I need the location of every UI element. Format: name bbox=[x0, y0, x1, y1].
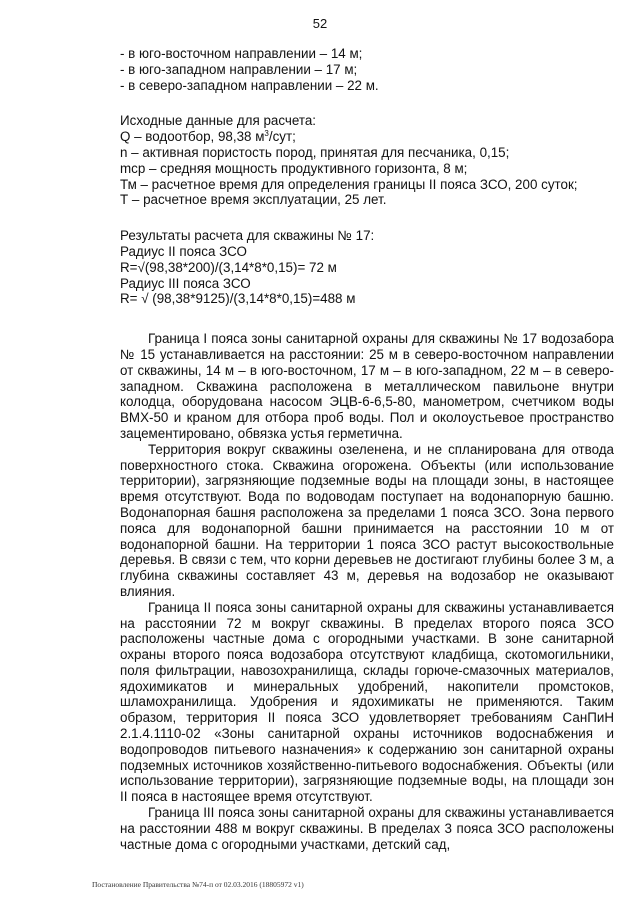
input-line: Т – расчетное время эксплуатации, 25 лет. bbox=[120, 192, 387, 208]
input-line: Тм – расчетное время для определения границы II пояса ЗСО, 200 суток; bbox=[120, 176, 578, 192]
results-line: Радиус II пояса ЗСО bbox=[120, 243, 247, 259]
results-heading: Результаты расчета для скважины № 17: bbox=[120, 228, 375, 244]
paragraph-zone-2: Граница II пояса зоны санитарной охраны для скважины устанавливается на расстоянии 72 м вокруг скважины. В пределах второго пояса ЗСО расположены частные дома с огородными участками. В зоне санитарной охраны второго пояса водозабора отсутствуют кладбища, скотомогильники, поля фильтрации, навозохранилища, склады горюче-смазочных материалов, ядохимикатов и минеральных удобрений, накопители промстоков, шламохранилища. Удобрения и ядохимикаты не применяются. Таким образом, территория II пояса ЗСО удовлетворяет требованиям СанПиН 2.1.4.1110-02 «Зоны санитарной охраны источников водоснабжения и водопроводов питьевого назначения» к содержанию зон санитарной охраны подземных источников хозяйственно-питьевого водоснабжения. Объекты (или использование территории), загрязняющие подземные воды, на площади зон II пояса в настоящее время отсутствуют. bbox=[120, 599, 614, 805]
results-formula: R= √ (98,38*9125)/(3,14*8*0,15)=488 м bbox=[120, 291, 356, 307]
paragraph-territory: Территория вокруг скважины озеленена, и не спланирована для отвода поверхностного стока. Скважина огорожена. Объекты (или использование территории), загрязняющие подземные воды на площади зоны, в настоящее время отсутствуют. Вода по водоводам поступает на водонапорную башню. Водонапорная башня расположена за пределами 1 пояса ЗСО. Зона первого пояса для водонапорной башни принимается на расстоянии 10 м от водонапорной башни. На территории 1 пояса ЗСО растут высокоствольные деревья. В связи с тем, что корни деревьев не достигают глубины более 3 м, а глубина скважины составляет 43 м, деревья на водозабор не оказывают влияния. bbox=[120, 441, 614, 599]
page-number: 52 bbox=[312, 16, 328, 31]
direction-item: - в юго-западном направлении – 17 м; bbox=[120, 61, 358, 77]
paragraph-zone-3: Граница III пояса зоны санитарной охраны для скважины устанавливается на расстоянии 488 м вокруг скважины. В пределах 3 пояса ЗСО расположены частные дома с огородными участками, детский сад, bbox=[120, 805, 614, 852]
footer-reference: Постановление Правительства №74-п от 02.03.2016 (18805972 v1) bbox=[92, 880, 304, 889]
page-content bbox=[120, 46, 614, 852]
direction-item: - в северо-западном направлении – 22 м. bbox=[120, 77, 379, 93]
input-q: Q – водоотбор, 98,38 $м^3$/сут; bbox=[120, 129, 296, 145]
input-line: mср – средняя мощность продуктивного горизонта, 8 м; bbox=[120, 160, 468, 176]
input-heading: Исходные данные для расчета: bbox=[120, 113, 317, 129]
input-line: n – активная пористость пород, принятая для песчаника, 0,15; bbox=[120, 144, 510, 160]
results-line: Радиус III пояса ЗСО bbox=[120, 275, 251, 291]
direction-item: - в юго-восточном направлении – 14 м; bbox=[120, 46, 363, 61]
results-formula: R=√(98,38*200)/(3,14*8*0,15)= 72 м bbox=[120, 259, 337, 275]
paragraph-zone-1: Граница I пояса зоны санитарной охраны для скважины № 17 водозабора № 15 устанавливается на расстоянии: 25 м в северо-восточном направлении от скважины, 14 м – в юго-восточном, 17 м – в юго-западном, 22 м – в северо-западном. Скважина расположена в металлическом павильоне внутри колодца, оборудована насосом ЭЦВ-6-6,5-80, манометром, счетчиком воды ВМХ-50 и краном для отбора проб воды. Пол и околоустьевое пространство зацементировано, обвязка устья герметична. bbox=[120, 331, 614, 441]
